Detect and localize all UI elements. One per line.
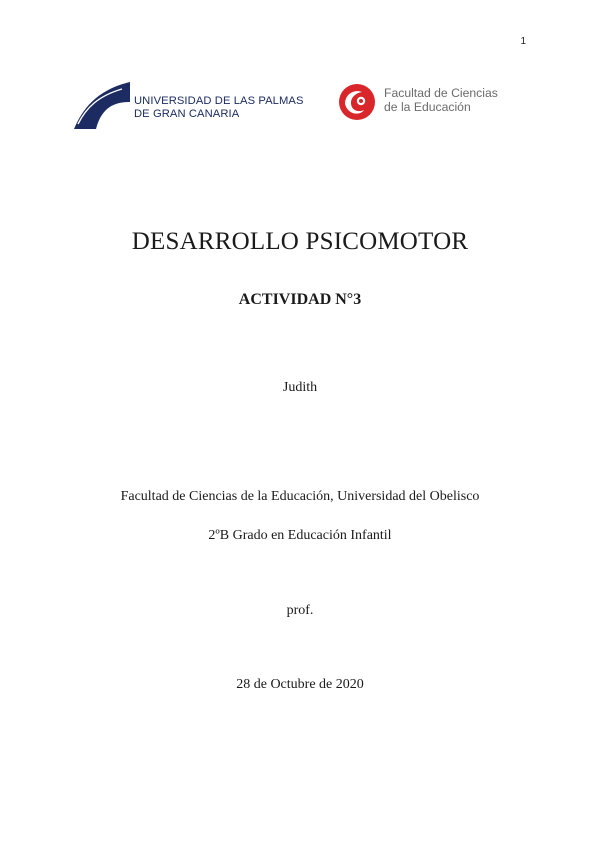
ulpgc-logo-text [134,95,304,120]
ulpgc-logo [72,80,302,130]
faculty-logo-line1: Facultad de Ciencias [384,86,498,100]
page-number: 1 [520,36,526,47]
course-line: 2ºB Grado en Educación Infantil [208,528,392,543]
ulpgc-logo-line1: UNIVERSIDAD DE LAS PALMAS [134,95,304,107]
document-subtitle: ACTIVIDAD N°3 [238,291,362,308]
institution-line: Facultad de Ciencias de la Educación, Universidad del Obelisco [120,489,480,504]
faculty-emblem-icon [336,82,378,122]
author-name: Judith [282,380,318,395]
ulpgc-logo-line2: DE GRAN CANARIA [134,107,240,120]
faculty-logo [336,80,526,124]
faculty-logo-line2: de la Educación [384,99,471,114]
document-title: DESARROLLO PSICOMOTOR [131,228,469,255]
professor-line: prof. [286,603,314,618]
date-line: 28 de Octubre de 2020 [236,677,364,692]
faculty-logo-text [384,87,498,114]
ulpgc-emblem-icon [72,80,132,130]
